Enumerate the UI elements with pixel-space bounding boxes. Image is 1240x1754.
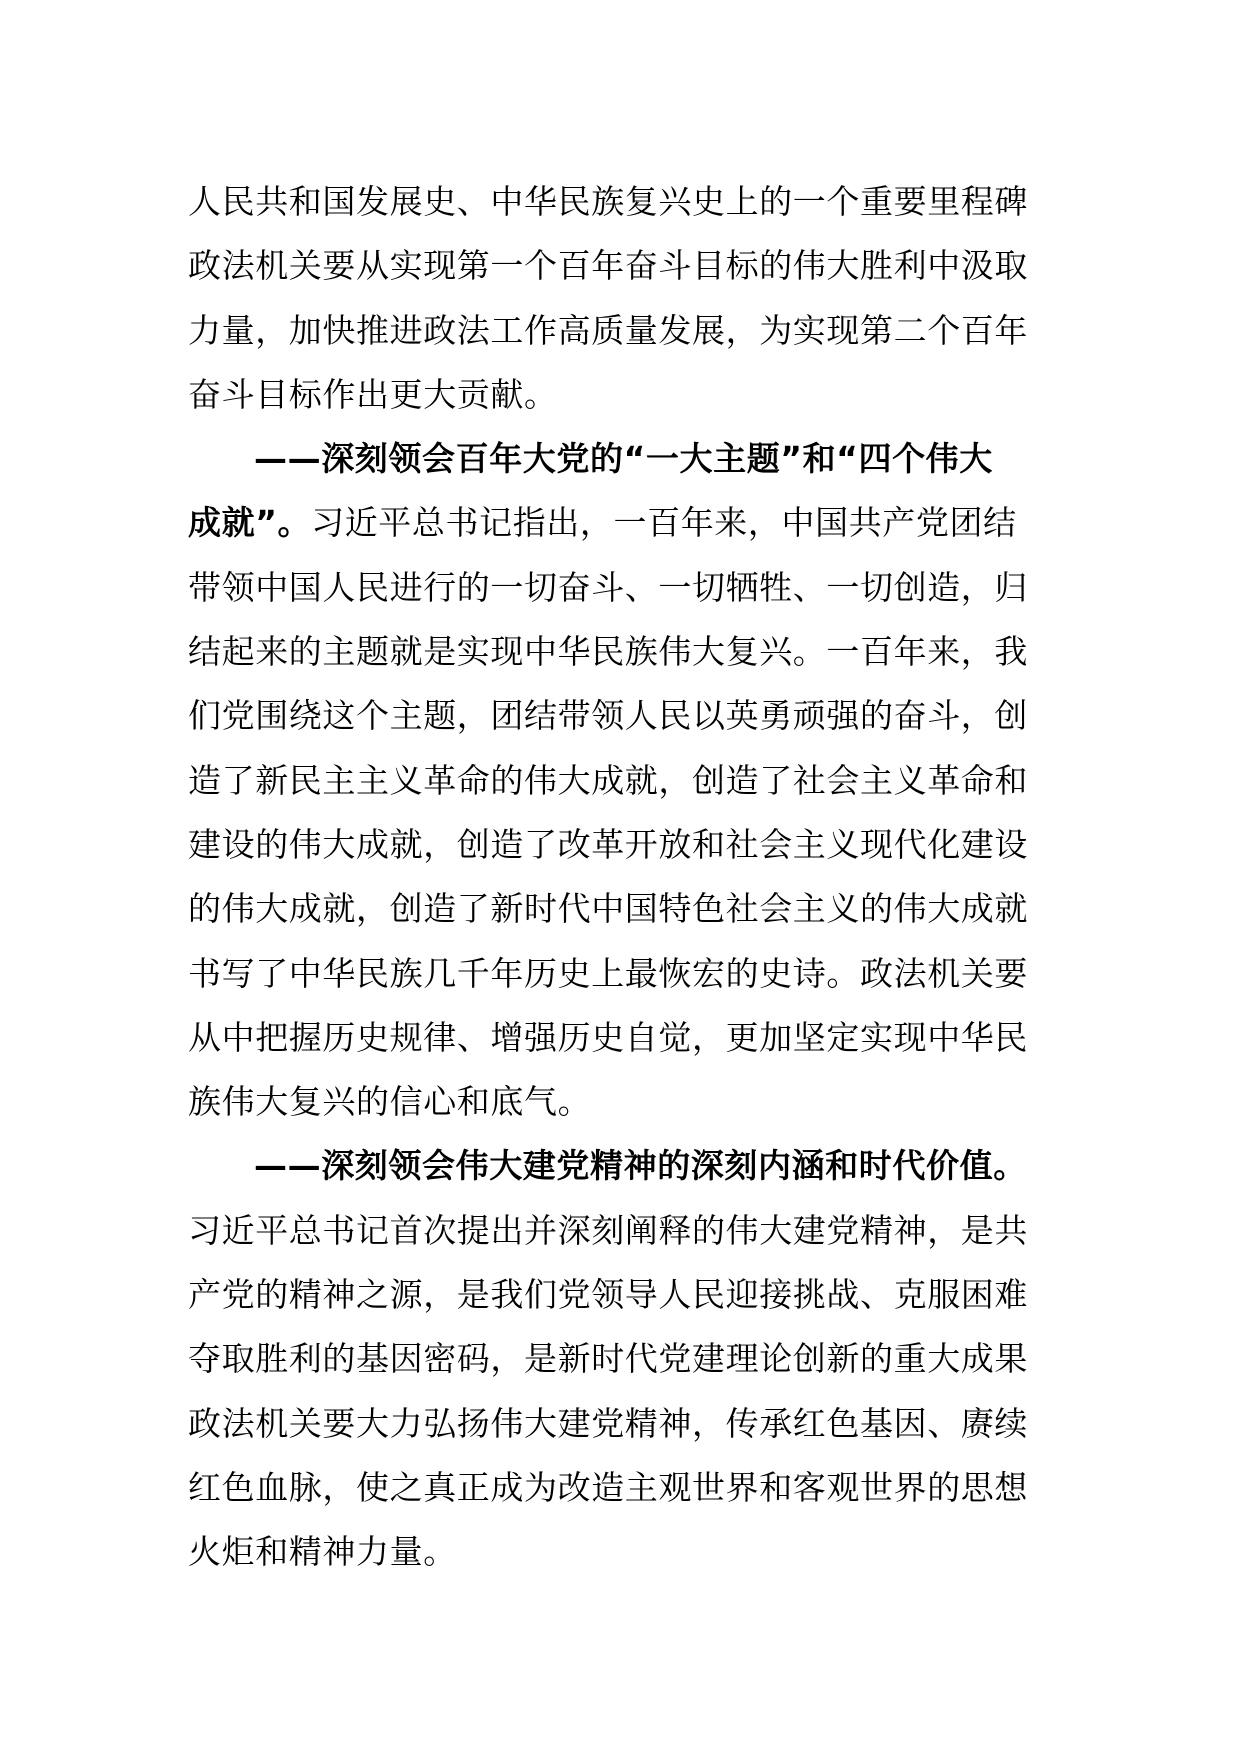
- text-segment: 人民共和国发展史、中华民族复兴史上的一个重要里程碑: [188, 182, 1028, 221]
- text-segment: 习近平总书记首次提出并深刻阐释的伟大建党精神，是共: [188, 1210, 1028, 1250]
- text-segment: 夺取胜利的基因密码，是新时代党建理论创新的重大成果: [188, 1339, 1028, 1379]
- bold-text-segment: ——深刻领会百年大党的“一大主题”和“四个伟大: [254, 439, 993, 479]
- text-segment: 火炬和精神力量。: [188, 1532, 457, 1572]
- text-line: [188, 749, 1058, 813]
- text-line: [188, 234, 1058, 298]
- text-segment: 结起来的主题就是实现中华民族伟大复兴。一百年来，我: [188, 632, 1028, 672]
- text-line: [188, 620, 1058, 684]
- text-line: [188, 299, 1058, 363]
- text-segment: 建设的伟大成就，创造了改革开放和社会主义现代化建设: [188, 824, 1028, 864]
- text-segment: 带领中国人民进行的一切奋斗、一切牺牲、一切创造，归: [188, 567, 1028, 607]
- text-line: [188, 813, 1058, 877]
- text-line: [188, 170, 1058, 234]
- text-line: [188, 1392, 1058, 1456]
- text-line: [188, 942, 1058, 1006]
- text-line: [188, 491, 1058, 555]
- text-line: [188, 1456, 1058, 1520]
- text-line: [188, 556, 1058, 620]
- text-line: [188, 363, 1058, 427]
- text-segment: 红色血脉，使之真正成为改造主观世界和客观世界的思想: [188, 1467, 1028, 1507]
- text-segment: 习近平总书记指出，一百年来，中国共产党团结: [311, 503, 1017, 543]
- text-segment: 族伟大复兴的信心和底气。: [188, 1082, 592, 1122]
- text-line: [188, 1006, 1058, 1070]
- text-line: [188, 1263, 1058, 1327]
- text-segment: 的伟大成就，创造了新时代中国特色社会主义的伟大成就: [188, 889, 1028, 929]
- bold-text-segment: ——深刻领会伟大建党精神的深刻内涵和时代价值。: [254, 1146, 1027, 1186]
- text-line: [188, 877, 1058, 941]
- text-line: [188, 684, 1058, 748]
- section-heading-line: [188, 427, 1058, 491]
- text-segment: 书写了中华民族几千年历史上最恢宏的史诗。政法机关要: [188, 953, 1028, 993]
- text-line: [188, 1520, 1058, 1584]
- text-segment: 奋斗目标作出更大贡献。: [188, 374, 558, 414]
- text-segment: 们党围绕这个主题，团结带领人民以英勇顽强的奋斗，创: [188, 696, 1028, 736]
- text-line: [188, 1327, 1058, 1391]
- text-line: [188, 1070, 1058, 1134]
- text-segment: 产党的精神之源，是我们党领导人民迎接挑战、克服困难: [188, 1275, 1028, 1315]
- bold-text-segment: 成就”。: [188, 503, 312, 543]
- section-heading-line: [188, 1134, 1058, 1198]
- text-segment: 从中把握历史规律、增强历史自觉，更加坚定实现中华民: [188, 1017, 1028, 1057]
- text-segment: 造了新民主主义革命的伟大成就，创造了社会主义革命和: [188, 760, 1028, 800]
- text-segment: 政法机关要从实现第一个百年奋斗目标的伟大胜利中汲取: [188, 246, 1028, 286]
- text-line: [188, 1199, 1058, 1263]
- text-segment: 力量，加快推进政法工作高质量发展，为实现第二个百年: [188, 310, 1028, 350]
- text-segment: 政法机关要大力弘扬伟大建党精神，传承红色基因、赓续: [188, 1403, 1028, 1443]
- document-body: [188, 170, 1058, 1585]
